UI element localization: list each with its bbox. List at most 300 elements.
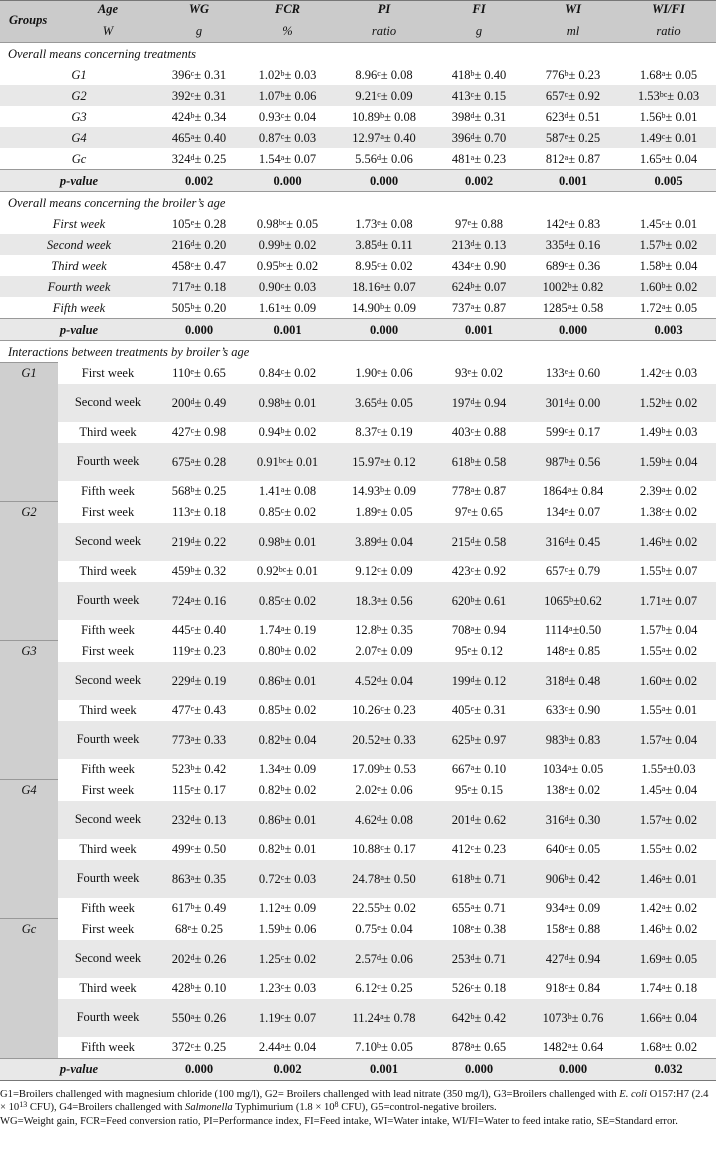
header-label: Age	[97, 1, 119, 16]
value-superscript: bc	[278, 259, 287, 269]
value-error: ± 0.03	[665, 366, 698, 380]
p-value: 0.032	[621, 1058, 716, 1080]
header-unit: ml	[566, 23, 580, 38]
value-error: ± 0.82	[571, 279, 604, 294]
value-error: ± 0.23	[193, 644, 226, 658]
value-superscript: a	[190, 1011, 195, 1021]
value-superscript: c	[564, 259, 569, 269]
value-error: ± 0.04	[665, 623, 698, 637]
value-error: ± 0.07	[284, 151, 317, 166]
value-superscript: d	[564, 674, 569, 684]
value-cell	[433, 999, 525, 1037]
value-mean: 405	[451, 703, 471, 717]
value-mean: 1.46	[639, 922, 662, 936]
value-mean: 0.72	[258, 871, 281, 886]
value-cell	[525, 561, 621, 582]
value-mean: 229	[171, 673, 191, 688]
value-error: ± 0.98	[194, 425, 227, 439]
value-mean: 134	[545, 505, 565, 519]
value-error: ± 0.76	[571, 1010, 604, 1025]
value-superscript: a	[190, 131, 195, 141]
value-superscript: b	[377, 624, 381, 633]
value-cell	[335, 422, 433, 443]
value-error: ± 0.88	[471, 216, 503, 231]
value-cell	[335, 481, 433, 502]
value-superscript: b	[470, 872, 475, 882]
value-superscript: a	[661, 301, 666, 311]
table-row	[0, 801, 716, 839]
value-error: ± 0.08	[380, 67, 413, 82]
value-superscript: a	[661, 674, 666, 684]
value-cell	[433, 127, 525, 148]
value-cell	[433, 860, 525, 898]
value-superscript: b	[661, 535, 666, 545]
value-error: ± 0.56	[568, 454, 601, 469]
value-error: ± 0.85	[568, 644, 601, 658]
value-superscript: b	[661, 624, 666, 633]
value-error: ± 0.07	[284, 1010, 317, 1025]
value-error: ± 0.04	[665, 732, 698, 747]
value-cell	[525, 234, 621, 255]
value-superscript: a	[661, 704, 666, 713]
header-wi	[525, 1, 621, 43]
value-mean: 119	[172, 644, 191, 658]
value-error: ± 0.02	[284, 505, 317, 519]
value-error: ± 0.09	[284, 901, 317, 915]
value-error: ± 0.04	[381, 673, 413, 688]
value-error: ± 0.05	[568, 842, 601, 856]
value-error: ± 0.02	[284, 593, 317, 608]
value-error: ± 0.10	[194, 981, 227, 995]
value-cell	[433, 213, 525, 234]
value-mean: 0.85	[258, 505, 281, 519]
value-mean: 108	[451, 922, 471, 936]
value-superscript: a	[380, 1011, 384, 1021]
value-cell	[158, 860, 240, 898]
value-cell	[433, 801, 525, 839]
value-mean: 1.57	[639, 812, 662, 827]
value-mean: 0.80	[258, 644, 281, 658]
value-superscript: a	[190, 872, 195, 882]
value-superscript: b	[190, 110, 195, 120]
value-superscript: e	[470, 923, 475, 932]
value-cell	[335, 662, 433, 700]
table-row	[0, 127, 716, 148]
value-cell	[621, 641, 716, 662]
footnote-abbreviations: WG=Weight gain, FCR=Feed conversion ratio, PI=Performance index, FI=Feed intake, WI=Water intake, WI/FI=Water to feed intake ratio, SE=Standard error.	[0, 1115, 678, 1127]
value-superscript: a	[280, 485, 285, 494]
value-superscript: a	[661, 152, 666, 162]
value-mean: 1.54	[258, 151, 281, 166]
value-superscript: c	[380, 704, 384, 713]
value-error: ± 0.02	[665, 644, 698, 658]
value-error: ± 0.09	[568, 901, 601, 915]
value-mean: 392	[171, 88, 191, 103]
value-superscript: e	[467, 217, 472, 227]
value-cell	[621, 523, 716, 561]
p-value: 0.002	[158, 170, 240, 192]
value-mean: 24.78	[352, 871, 381, 886]
value-mean: 95	[455, 783, 468, 797]
value-mean: 1864	[542, 484, 568, 498]
value-mean: 1.55	[641, 762, 664, 776]
value-mean: 201	[451, 812, 471, 827]
value-error: ± 0.06	[381, 951, 413, 966]
p-value: 0.001	[335, 1058, 433, 1080]
value-error: ± 0.84	[568, 981, 601, 995]
value-mean: 1.60	[639, 673, 662, 688]
value-superscript: b	[280, 238, 285, 248]
value-superscript: e	[564, 217, 569, 227]
value-superscript: a	[661, 843, 666, 852]
value-cell	[621, 127, 716, 148]
value-mean: 0.85	[258, 703, 281, 717]
value-error: ± 0.64	[571, 1040, 604, 1054]
value-superscript: b	[280, 733, 285, 743]
p-value: 0.002	[433, 170, 525, 192]
value-mean: 372	[171, 1040, 191, 1054]
week-label: Second week	[58, 384, 158, 422]
value-cell	[525, 641, 621, 662]
value-cell	[335, 978, 433, 999]
value-error: ± 0.09	[384, 484, 416, 498]
value-mean: 458	[171, 258, 191, 273]
value-error: ± 0.92	[568, 88, 601, 103]
value-superscript: bc	[659, 89, 668, 99]
value-cell	[158, 422, 240, 443]
value-error: ± 0.70	[474, 130, 507, 145]
value-cell	[433, 255, 525, 276]
header-label: FCR	[274, 1, 300, 16]
value-cell	[335, 780, 433, 801]
value-superscript: a	[567, 301, 572, 311]
value-cell	[335, 898, 433, 919]
value-superscript: d	[190, 952, 195, 962]
value-error: ± 0.23	[474, 151, 507, 166]
value-cell	[525, 919, 621, 940]
value-cell	[240, 106, 335, 127]
value-mean: 8.37	[355, 425, 378, 439]
week-label: First week	[81, 644, 135, 658]
value-cell	[621, 940, 716, 978]
value-superscript: a	[663, 763, 667, 772]
value-error: ± 0.25	[194, 484, 227, 498]
value-mean: 633	[545, 703, 565, 717]
value-error: ± 0.04	[665, 783, 698, 797]
value-mean: 232	[171, 812, 191, 827]
value-mean: 197	[451, 395, 471, 410]
value-superscript: a	[380, 131, 384, 141]
row-label: First week	[52, 216, 106, 231]
value-superscript: b	[190, 301, 195, 311]
value-mean: 477	[171, 703, 191, 717]
value-cell	[240, 898, 335, 919]
value-cell	[335, 297, 433, 319]
value-error: ± 0.07	[665, 593, 698, 608]
value-superscript: a	[567, 485, 572, 494]
value-cell	[433, 641, 525, 662]
header-unit: g	[195, 23, 203, 38]
value-error: ± 0.02	[384, 901, 416, 915]
value-superscript: b	[470, 68, 475, 78]
p-value: 0.000	[335, 170, 433, 192]
value-mean: 318	[545, 673, 565, 688]
value-error: ± 0.47	[194, 258, 227, 273]
value-cell	[621, 213, 716, 234]
row-label: Third week	[51, 258, 107, 273]
value-mean: 215	[451, 534, 471, 549]
value-mean: 1034	[542, 762, 568, 776]
value-error: ± 0.25	[191, 922, 223, 936]
value-mean: 1.12	[258, 901, 281, 915]
value-cell	[525, 127, 621, 148]
table-row	[0, 721, 716, 759]
value-mean: 0.90	[258, 279, 281, 294]
value-superscript: b	[380, 763, 385, 772]
value-mean: 115	[172, 783, 191, 797]
value-superscript: c	[190, 68, 195, 78]
value-superscript: e	[377, 506, 381, 515]
value-error: ± 0.23	[383, 703, 416, 717]
value-superscript: b	[564, 455, 569, 465]
value-mean: 12.8	[355, 623, 377, 637]
value-cell	[158, 662, 240, 700]
value-mean: 10.88	[352, 842, 381, 856]
header-label: FI	[472, 1, 486, 16]
value-cell	[621, 978, 716, 999]
value-superscript: b	[661, 396, 666, 406]
value-error: ± 0.05	[381, 1040, 413, 1054]
value-error: ± 0.08	[380, 216, 413, 231]
value-mean: 138	[545, 783, 565, 797]
value-error: ± 0.03	[284, 130, 317, 145]
value-error: ± 0.78	[383, 1010, 416, 1025]
value-error: ± 0.58	[474, 454, 507, 469]
p-value: 0.002	[240, 1058, 335, 1080]
value-cell	[240, 999, 335, 1037]
value-mean: 618	[451, 871, 471, 886]
value-mean: 624	[451, 279, 471, 294]
value-superscript: d	[190, 238, 195, 248]
value-mean: 1.69	[639, 951, 662, 966]
value-cell	[621, 582, 716, 620]
value-superscript: c	[377, 565, 381, 574]
value-cell	[621, 662, 716, 700]
value-superscript: a	[280, 1041, 285, 1050]
value-cell	[621, 297, 716, 319]
value-mean: 1.55	[639, 842, 662, 856]
value-error: ± 0.07	[474, 279, 507, 294]
value-mean: 6.12	[355, 981, 378, 995]
p-value: 0.001	[240, 319, 335, 341]
row-label: Fourth week	[0, 276, 158, 297]
value-mean: 1.07	[258, 88, 281, 103]
value-cell	[158, 64, 240, 85]
value-mean: 1.68	[639, 1040, 662, 1054]
value-superscript: e	[190, 367, 194, 376]
value-error: ± 0.62	[474, 812, 507, 827]
value-cell	[525, 523, 621, 561]
value-mean: 987	[545, 454, 565, 469]
value-error: ± 0.03	[284, 981, 317, 995]
value-mean: 12.97	[352, 130, 381, 145]
header-pi	[335, 1, 433, 43]
group-label: G1	[0, 363, 58, 502]
value-mean: 15.97	[352, 454, 381, 469]
value-cell	[335, 443, 433, 481]
value-error: ± 0.07	[665, 564, 698, 578]
value-error: ± 0.05	[286, 216, 319, 231]
value-error: ± 0.65	[471, 505, 503, 519]
value-cell	[240, 127, 335, 148]
table-row	[0, 860, 716, 898]
value-cell	[525, 780, 621, 801]
value-superscript: a	[380, 733, 384, 743]
value-superscript: bc	[278, 455, 287, 465]
value-error: ± 0.02	[665, 395, 698, 410]
value-error: ± 0.33	[383, 732, 416, 747]
table-row	[0, 582, 716, 620]
value-error: ± 0.40	[383, 130, 416, 145]
value-mean: 1.49	[639, 130, 662, 145]
value-superscript: e	[190, 217, 195, 227]
value-cell	[433, 276, 525, 297]
value-superscript: b	[190, 485, 195, 494]
section-title: Overall means concerning the broiler’s age	[0, 192, 716, 214]
group-label: Gc	[0, 919, 58, 1059]
value-cell	[621, 481, 716, 502]
value-cell	[335, 839, 433, 860]
value-mean: 499	[171, 842, 191, 856]
p-value-row	[0, 1058, 716, 1080]
value-cell	[335, 700, 433, 721]
value-error: ± 0.35	[381, 623, 413, 637]
value-error: ± 0.02	[284, 366, 317, 380]
p-value: 0.000	[158, 1058, 240, 1080]
value-error: ± 0.79	[568, 564, 601, 578]
value-mean: 526	[451, 981, 471, 995]
value-cell	[433, 721, 525, 759]
value-superscript: c	[280, 594, 285, 604]
value-error: ± 0.05	[665, 951, 698, 966]
value-error: ± 0.11	[381, 237, 413, 252]
value-superscript: e	[377, 217, 381, 227]
value-cell	[240, 213, 335, 234]
value-cell	[433, 363, 525, 384]
value-cell	[240, 481, 335, 502]
value-cell	[433, 978, 525, 999]
value-superscript: e	[467, 506, 472, 515]
value-mean: 0.82	[258, 783, 281, 797]
week-label: Third week	[79, 703, 137, 717]
value-superscript: d	[564, 813, 569, 823]
value-mean: 1.55	[639, 703, 662, 717]
value-superscript: a	[661, 784, 666, 793]
value-cell	[525, 106, 621, 127]
value-cell	[240, 384, 335, 422]
table-row	[0, 641, 716, 662]
week-label: Fourth week	[58, 582, 158, 620]
value-superscript: e	[564, 784, 569, 793]
value-cell	[335, 620, 433, 641]
value-mean: 1.71	[639, 593, 662, 608]
table-row	[0, 234, 716, 255]
value-mean: 1.60	[639, 279, 662, 294]
value-cell	[335, 721, 433, 759]
value-mean: 878	[451, 1040, 471, 1054]
value-mean: 568	[171, 484, 191, 498]
value-error: ± 0.20	[194, 237, 227, 252]
value-cell	[525, 85, 621, 106]
value-error: ± 0.35	[194, 871, 227, 886]
value-error: ± 0.48	[568, 673, 601, 688]
value-cell	[240, 255, 335, 276]
value-mean: 1.46	[639, 534, 662, 549]
value-error: ± 0.16	[568, 237, 601, 252]
value-mean: 0.99	[258, 237, 281, 252]
value-superscript: d	[190, 152, 195, 162]
value-cell	[525, 443, 621, 481]
value-superscript: a	[661, 902, 666, 911]
value-error: ± 0.83	[568, 216, 601, 231]
value-error: ± 0.06	[380, 783, 413, 797]
value-superscript: d	[564, 952, 569, 962]
value-cell	[158, 443, 240, 481]
value-mean: 1.49	[639, 425, 662, 439]
value-mean: 316	[545, 812, 565, 827]
header-label: WG	[188, 1, 210, 16]
value-mean: 1.58	[639, 258, 662, 273]
value-error: ± 0.58	[571, 300, 604, 315]
value-superscript: e	[564, 367, 569, 376]
header-label: WI	[565, 1, 581, 16]
value-error: ± 0.04	[665, 258, 698, 273]
value-mean: 424	[171, 109, 191, 124]
value-superscript: b	[564, 872, 569, 882]
value-mean: 200	[171, 395, 191, 410]
value-superscript: d	[377, 952, 381, 962]
value-mean: 1.74	[639, 981, 662, 995]
header-label: PI	[377, 1, 391, 16]
value-superscript: a	[470, 624, 475, 633]
value-mean: 4.62	[355, 812, 377, 827]
value-error: ± 0.09	[284, 300, 317, 315]
value-mean: 1.57	[639, 623, 662, 637]
value-mean: 773	[171, 732, 191, 747]
value-error: ± 0.01	[286, 454, 319, 469]
value-mean: 8.95	[355, 258, 378, 273]
value-mean: 11.24	[352, 1010, 381, 1025]
value-cell	[433, 384, 525, 422]
value-superscript: b	[661, 280, 666, 290]
value-mean: 640	[545, 842, 565, 856]
value-superscript: b	[380, 301, 385, 311]
value-cell	[158, 561, 240, 582]
value-cell	[240, 502, 335, 523]
value-cell	[525, 940, 621, 978]
value-cell	[433, 234, 525, 255]
value-error: ± 0.02	[665, 922, 698, 936]
value-error: ± 0.71	[474, 951, 507, 966]
value-error: ± 0.05	[665, 67, 698, 82]
value-error: ± 0.09	[384, 300, 416, 315]
value-error: ± 0.05	[665, 300, 698, 315]
table-row	[0, 780, 716, 801]
value-cell	[158, 978, 240, 999]
value-superscript: a	[380, 872, 384, 882]
value-superscript: a	[661, 68, 666, 78]
value-superscript: a	[280, 301, 285, 311]
